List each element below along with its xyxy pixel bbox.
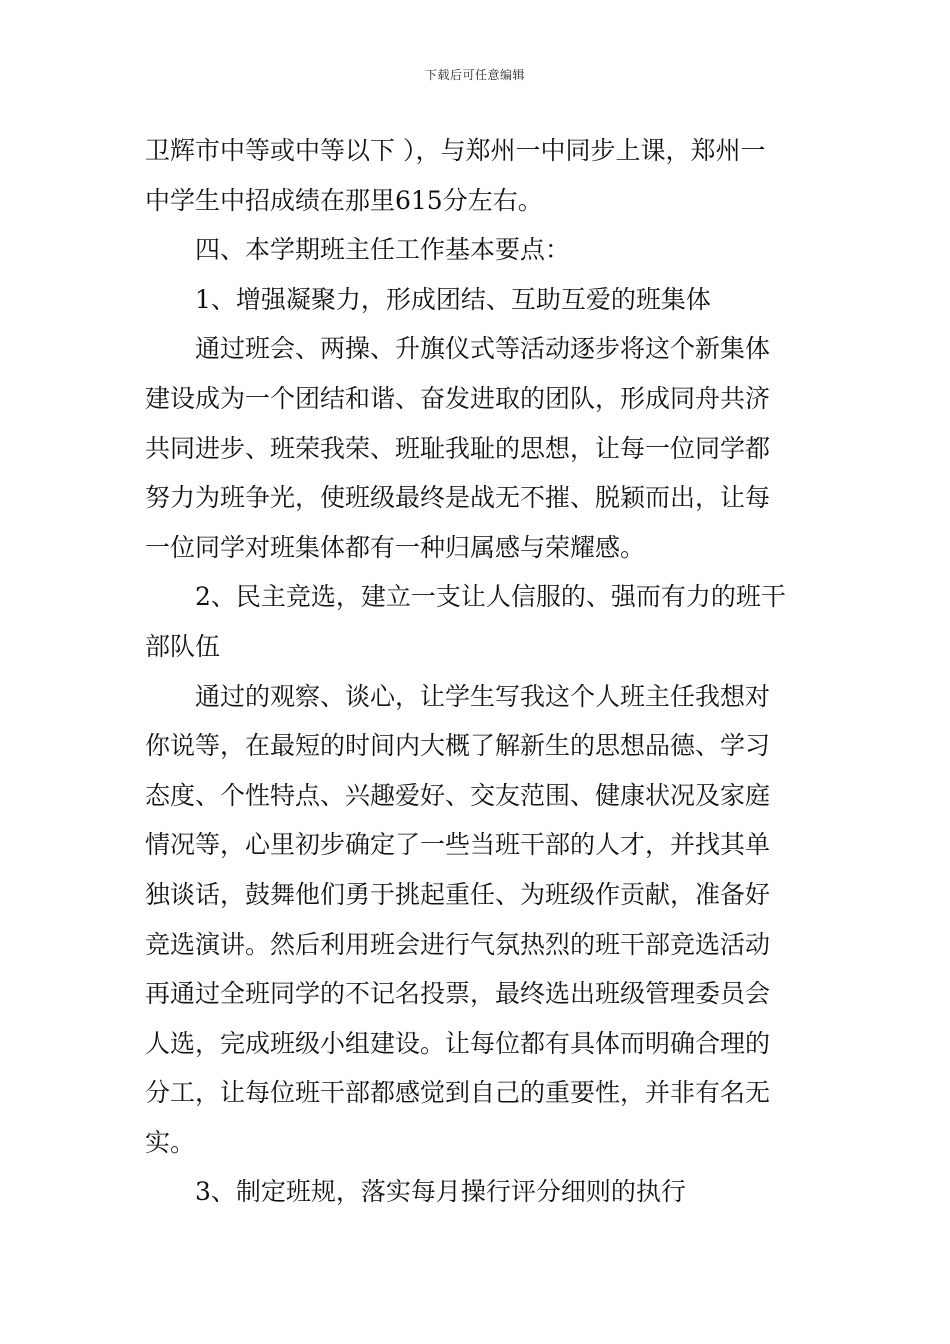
text-line: 努力为班争光，使班级最终是战无不摧、脱颖而出，让每: [145, 483, 771, 513]
body-text: [145, 126, 807, 1217]
text-line: 通过的观察、谈心，让学生写我这个人班主任我想对: [195, 681, 771, 711]
subheading: 部队伍: [145, 631, 221, 661]
subheading: 3、制定班规，落实每月操行评分细则的执行: [195, 1177, 686, 1207]
text-line: 建设成为一个团结和谐、奋发进取的团队，形成同舟共济: [145, 383, 771, 413]
text-line: 中学生中招成绩在那里615分左右。: [145, 185, 543, 215]
subheading: 2、民主竞选，建立一支让人信服的、强而有力的班干: [195, 582, 786, 612]
text-line: 独谈话，鼓舞他们勇于挑起重任、为班级作贡献，准备好: [145, 879, 771, 909]
text-line: 卫辉市中等或中等以下 ），与郑州一中同步上课，郑州一: [145, 136, 766, 165]
text-line: 分工，让每位班干部都感觉到自己的重要性，并非有名无: [145, 1078, 771, 1108]
text-line: 再通过全班同学的不记名投票，最终选出班级管理委员会: [145, 979, 771, 1009]
text-line: 你说等，在最短的时间内大概了解新生的思想品德、学习: [145, 731, 771, 761]
text-line: 竞选演讲。然后利用班会进行气氛热烈的班干部竞选活动: [145, 929, 771, 959]
text-line: 态度、个性特点、兴趣爱好、交友范围、健康状况及家庭: [145, 780, 771, 810]
text-line: 情况等，心里初步确定了一些当班干部的人才，并找其单: [145, 830, 771, 860]
text-line: 通过班会、两操、升旗仪式等活动逐步将这个新集体: [195, 334, 771, 364]
text-line: 实。: [145, 1127, 196, 1157]
text-line: 共同进步、班荣我荣、班耻我耻的思想，让每一位同学都: [145, 433, 771, 463]
subheading: 1、增强凝聚力，形成团结、互助互爱的班集体: [195, 284, 711, 314]
text-line: 一位同学对班集体都有一种归属感与荣耀感。: [145, 532, 646, 562]
section-heading: 四、本学期班主任工作基本要点：: [195, 235, 571, 265]
page-header: 下载后可任意编辑: [424, 68, 525, 82]
text-line: 人选，完成班级小组建设。让每位都有具体而明确合理的: [145, 1028, 771, 1058]
